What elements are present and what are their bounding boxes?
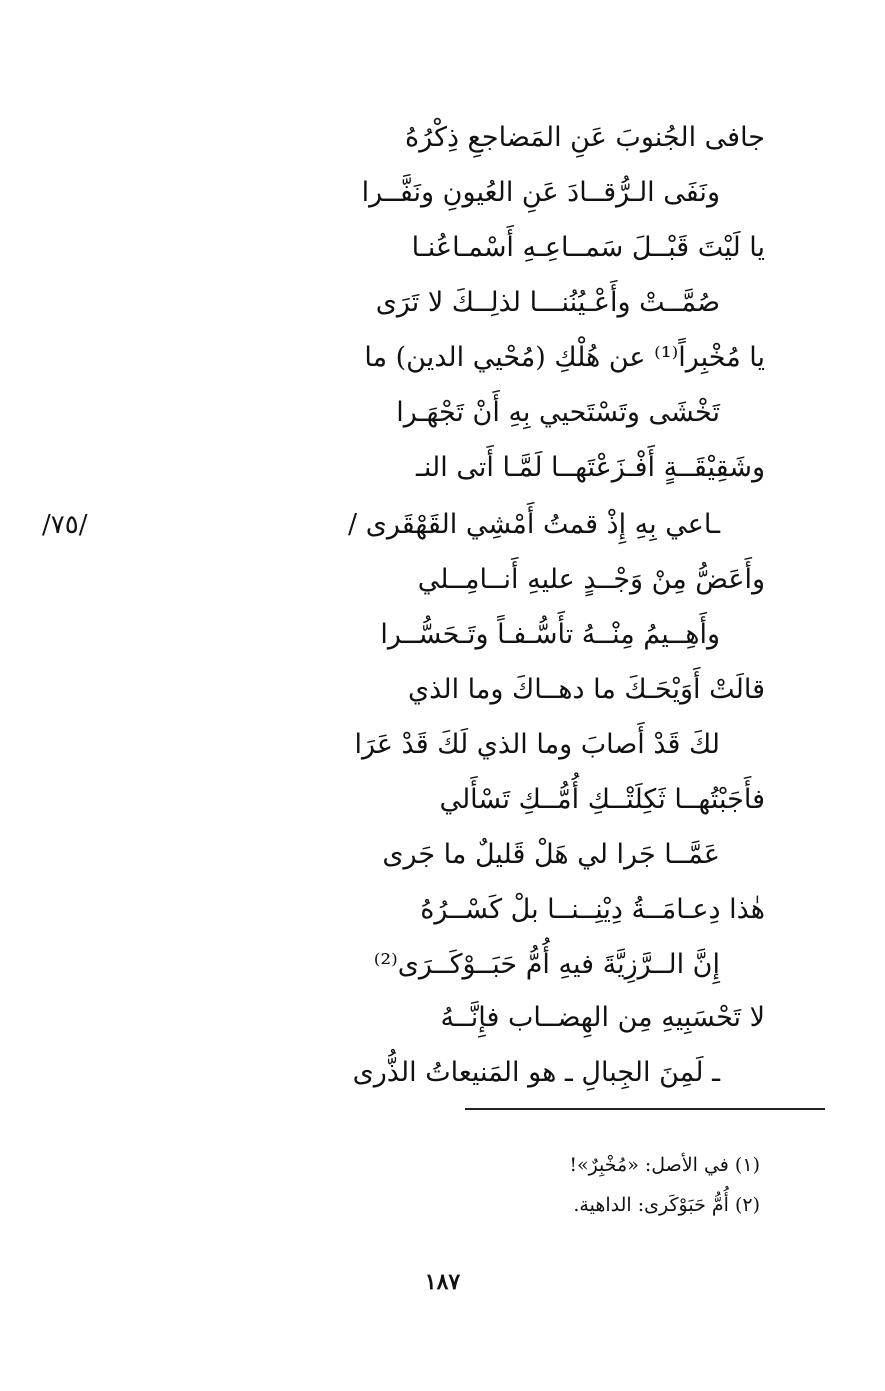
verse-line-18: ـ لَمِنَ الجِبالِ ـ هو المَنيعاتُ الذُّرى (352, 1057, 720, 1088)
verse-line-7: وشَقِيْقَــةٍ أَفْـزَعْتَهــا لَمَّـا أَتى النـ (416, 452, 765, 483)
verse-line-10: وأَهِــيمُ مِنْــهُ تأَسُّـفـاً وتَـحَسُّــرا (380, 619, 720, 650)
verse-line-9: وأَعَضُّ مِنْ وَجْــدٍ عليهِ أَنــامِــلي (417, 564, 765, 595)
verse-line-5: يا مُخْبِراً⁽¹⁾ عن هُلْكِ (مُحْيي الدين) ما (364, 342, 765, 373)
verse-line-14: عَمَّــا جَرا لي هَلْ قَليلٌ ما جَرى (382, 839, 720, 870)
verse-line-2: ونَفَى الـرُّقــادَ عَنِ العُيونِ ونَفَّــرا (361, 177, 720, 208)
page-number: ١٨٧ (424, 1269, 461, 1295)
verse-line-8: ـاعي بِهِ إِذْ قمتُ أَمْشِي القَهْقَرى / (348, 509, 720, 540)
footnote-2: (٢) أُمُّ حَبَوْكَرى: الداهية. (573, 1194, 760, 1216)
verse-line-16: إِنَّ الــرَّزِيَّةَ فيهِ أُمُّ حَبَــوْكَــرَى⁽²⁾ (373, 949, 720, 980)
footnote-1: (١) في الأصل: «مُخْبِرٌ»! (569, 1154, 760, 1176)
verse-line-13: فأَجَبْتُهــا ثَكِلَتْــكِ أُمُّــكِ تَسْأَلي (439, 784, 765, 815)
verse-line-4: صُمَّــتْ وأَعْـيُنُنـــا لذلِــكَ لا تَرَى (375, 287, 720, 318)
verse-line-17: لا تَحْسَبِيهِ مِن الهِضــاب فإِنَّــهُ (440, 1002, 765, 1033)
verse-line-3: يا لَيْتَ قَبْــلَ سَمــاعِـهِ أَسْمـاعُنـا (411, 232, 765, 263)
manuscript-folio-marker: /٧٥/ (42, 510, 88, 540)
verse-line-15: هٰذا دِعـامَــةُ دِيْنِــنــا بلْ كَسْــرُهُ (420, 894, 765, 925)
verse-line-6: تَخْشَى وتَسْتَحيي بِهِ أَنْ تَجْهَـرا (396, 397, 720, 428)
verse-line-1: جافى الجُنوبَ عَنِ المَضاجعِ ذِكْرُهُ (405, 122, 765, 153)
verse-line-11: قالَتْ أَوَيْحَـكَ ما دهــاكَ وما الذي (408, 674, 765, 705)
verse-line-12: لكَ قَدْ أَصابَ وما الذي لَكَ قَدْ عَرَا (354, 729, 720, 760)
footnote-divider (465, 1108, 825, 1110)
